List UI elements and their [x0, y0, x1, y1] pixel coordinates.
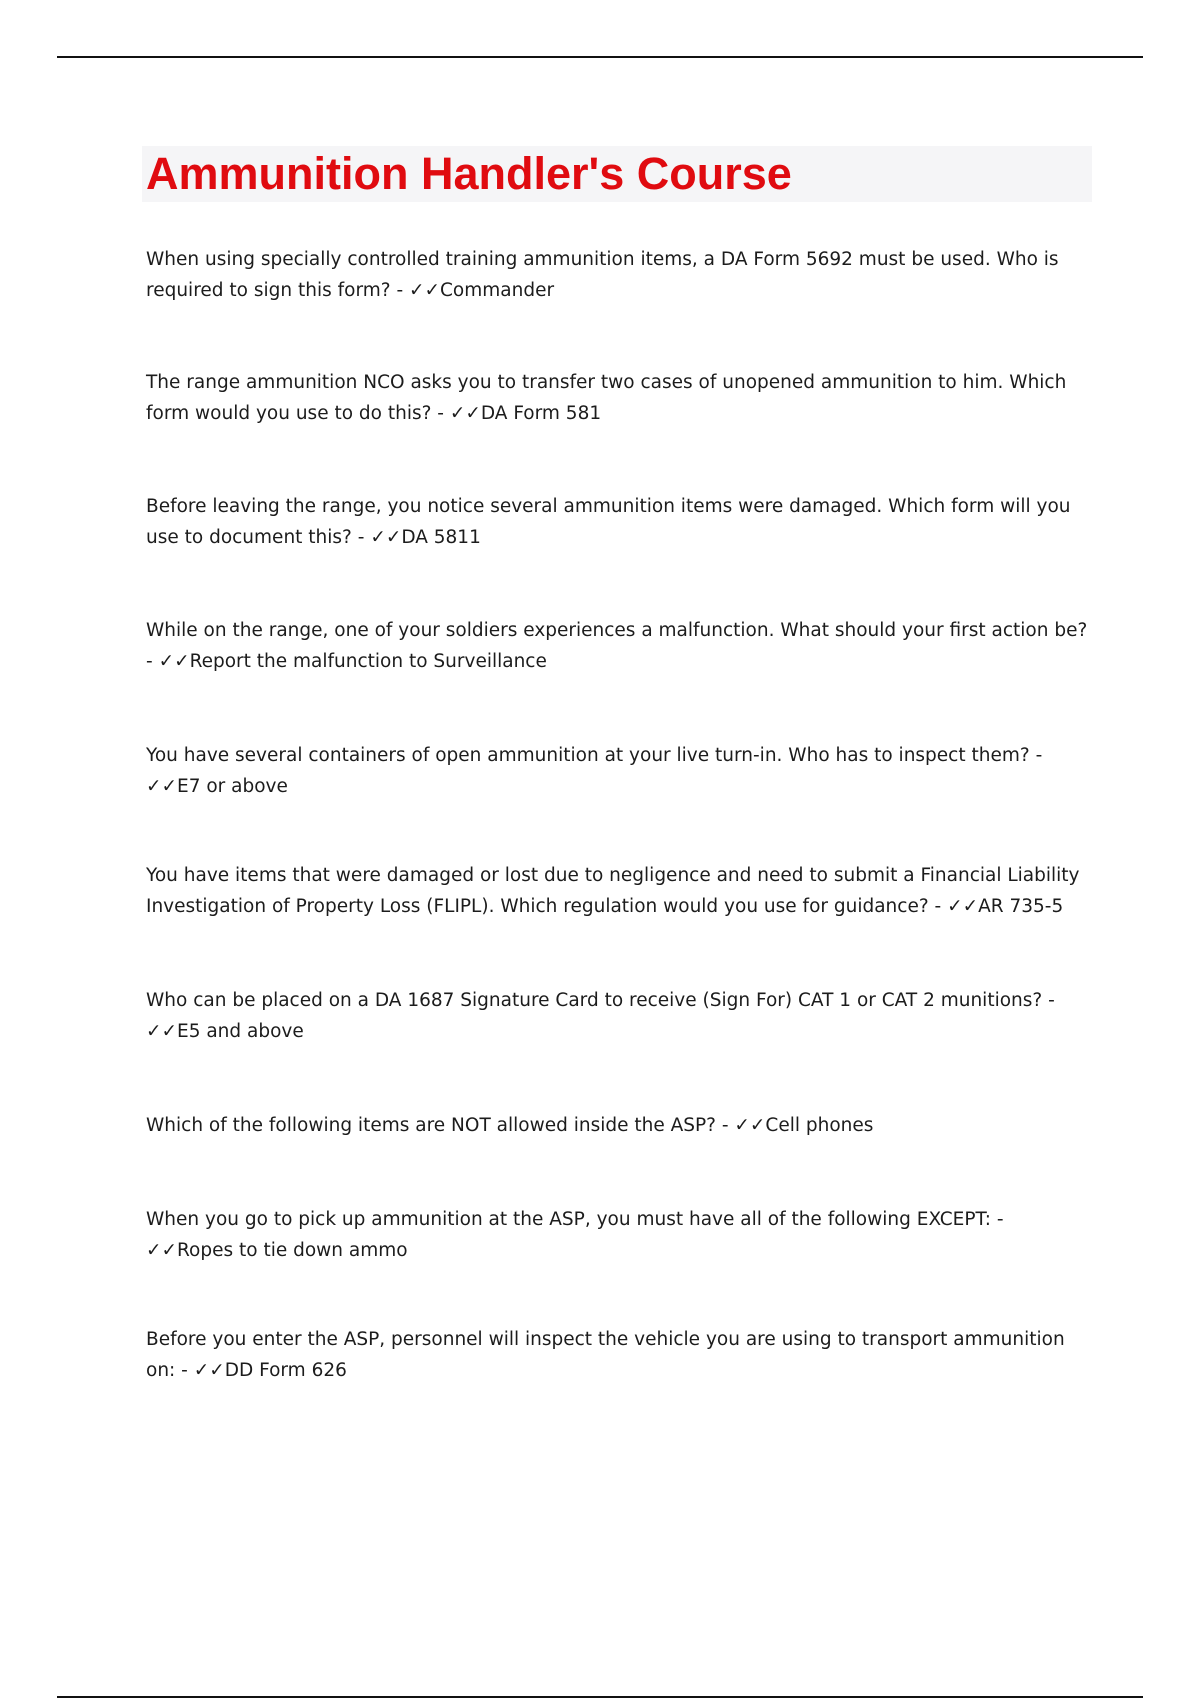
question-text: You have several containers of open ammunition at your live turn-in. Who has to inspect them? - [146, 745, 1043, 766]
qa-item-1 [146, 244, 1096, 306]
question-text: Before you enter the ASP, personnel will inspect the vehicle you are using to transport ammunition on: - [146, 1329, 1065, 1381]
question-text: Before leaving the range, you notice several ammunition items were damaged. Which form will you use to document this? - [146, 496, 1071, 548]
qa-item-3 [146, 491, 1096, 553]
answer-text: ✓✓E7 or above [146, 776, 288, 797]
answer-text: ✓✓Ropes to tie down ammo [146, 1240, 408, 1261]
qa-item-7 [146, 985, 1096, 1047]
qa-item-9 [146, 1204, 1096, 1266]
top-rule [57, 56, 1143, 58]
question-text: You have items that were damaged or lost due to negligence and need to submit a Financial Liability Investigation of Property Loss (FLIPL). Which regulation would you use for guidance? - [146, 865, 1080, 917]
question-text: The range ammunition NCO asks you to transfer two cases of unopened ammunition to him. Which form would you use to do this? - [146, 372, 1067, 424]
bottom-rule [57, 1696, 1143, 1698]
qa-item-2 [146, 367, 1096, 429]
answer-text: ✓✓DA Form 581 [449, 403, 602, 424]
answer-text: ✓✓DD Form 626 [193, 1360, 347, 1381]
question-text: While on the range, one of your soldiers experiences a malfunction. What should your first action be? - [146, 620, 1088, 672]
answer-text: ✓✓Commander [409, 280, 555, 301]
question-text: Who can be placed on a DA 1687 Signature Card to receive (Sign For) CAT 1 or CAT 2 munitions? - [146, 990, 1055, 1011]
question-text: When you go to pick up ammunition at the ASP, you must have all of the following EXCEPT: - [146, 1209, 1004, 1230]
answer-text: ✓✓DA 5811 [370, 527, 481, 548]
answer-text: ✓✓E5 and above [146, 1021, 304, 1042]
qa-item-8 [146, 1110, 1096, 1141]
question-text: When using specially controlled training ammunition items, a DA Form 5692 must be used. Who is required to sign this form? - [146, 249, 1059, 301]
qa-item-5 [146, 740, 1096, 802]
answer-text: ✓✓Report the malfunction to Surveillance [158, 651, 547, 672]
qa-item-10 [146, 1324, 1096, 1386]
document-title: Ammunition Handler's Course [146, 148, 792, 199]
answer-text: ✓✓Cell phones [734, 1115, 874, 1136]
answer-text: ✓✓AR 735-5 [947, 896, 1064, 917]
qa-item-6 [146, 860, 1096, 922]
qa-item-4 [146, 615, 1096, 677]
question-text: Which of the following items are NOT allowed inside the ASP? - [146, 1115, 735, 1136]
